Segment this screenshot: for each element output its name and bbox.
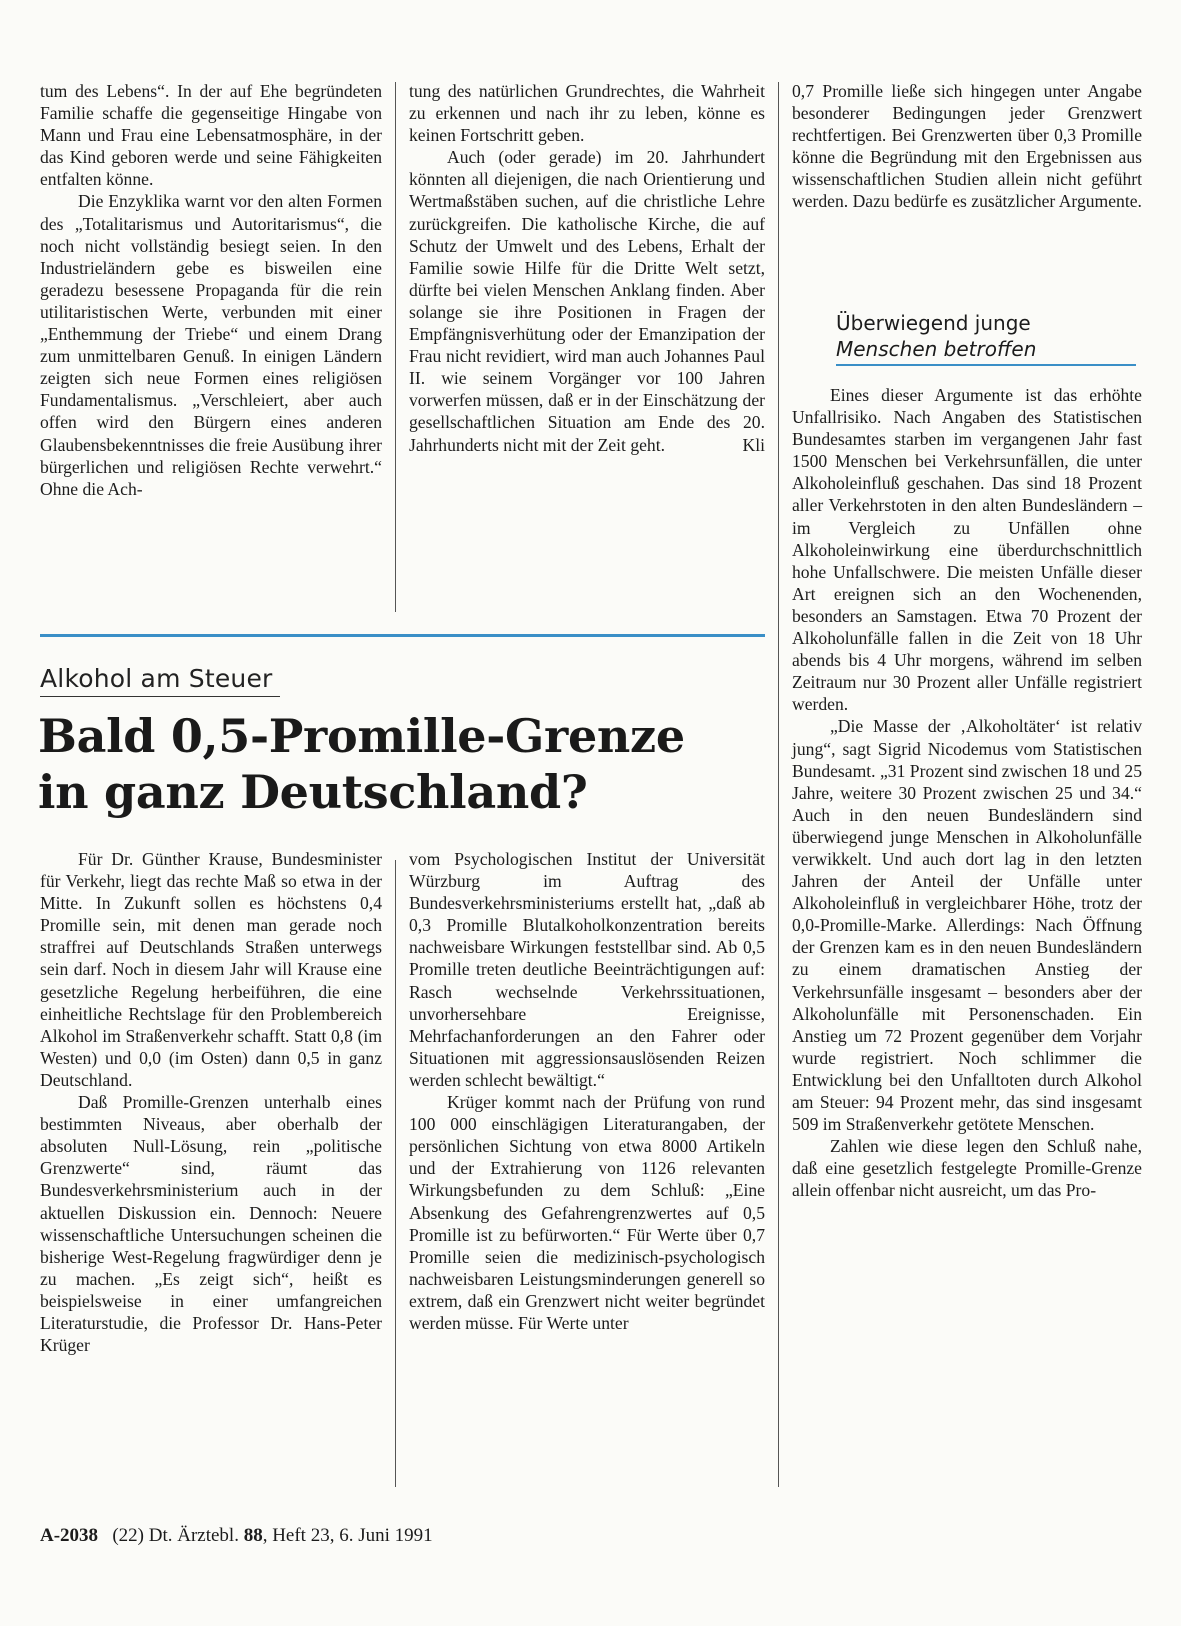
page-code: A-2038 [40, 1525, 99, 1546]
page-number: (22) [112, 1525, 144, 1546]
column-2-top [409, 80, 765, 456]
column-rule [395, 860, 396, 1487]
column-2-bottom [409, 848, 765, 1334]
journal-issue: , Heft 23, 6. Juni 1991 [262, 1525, 433, 1546]
subheading [836, 310, 1136, 362]
headline-line-1: Bald 0,5-Promille-Grenze [38, 709, 685, 763]
paragraph: Krüger kommt nach der Prüfung von rund 100 000 einschlägigen Literaturangaben, der persönlichen Sichtung von etwa 8000 Artikeln und der Extrahierung von 1126 relevanten Wirkungsbefunden zu dem Schluß: „Eine Absenkung des Gefahrengrenzwertes auf 0,5 Promille ist zu befürworten.“ Für Werte über 0,7 Promille seien die medizinisch-psychologisch nachweisbaren Leistungsminderungen generell so extrem, daß ein Grenzwert nicht weiter begründet werden müsse. Für Werte unter [409, 1092, 765, 1333]
column-1-top [40, 80, 382, 500]
paragraph: Auch (oder gerade) im 20. Jahrhundert könnten all diejenigen, die nach Orientierung und Wertmaßstäben suchen, auf die christliche Lehre zurückgreifen. Die katholische Kirche, die auf Schutz der Umwelt und des Lebens, Erhalt der Familie sowie Hilfe für die Dritte Welt setzt, dürfte bei vielen Menschen Anklang finden. Aber solange sie ihre Positionen in Fragen der Empfängnisverhütung oder der Emanzipation der Frau nicht revidiert, wird man auch Johannes Paul II. wie seinem Vorgänger vor 100 Jahren vorwerfen müssen, daß er in der Einschätzung der gesellschaftlichen Situation am Ende des 20. Jahrhunderts nicht mit der Zeit geht. Kli [409, 147, 765, 455]
paragraph: 0,7 Promille ließe sich hingegen unter Angabe besonderer Bedingungen jeder Grenzwert rechtfertigen. Bei Grenzwerten über 0,3 Promille könne die Begründung mit den Ergebnissen aus wissenschaftlichen Studien allein nicht geführt werden. Dazu bedürfe es zusätzlicher Argumente. [792, 81, 1142, 212]
paragraph: tum des Lebens“. In der auf Ehe begründeten Familie schaffe die gegenseitige Hingabe von Mann und Frau eine Lebensatmosphäre, in der das Kind geboren werde und seine Fähigkeiten entfalten könne. [40, 81, 382, 190]
article-kicker: Alkohol am Steuer [40, 664, 273, 693]
paragraph: Die Enzyklika warnt vor den alten Formen des „Totalitarismus und Autoritarismus“, die noch nicht vollständig besiegt seien. In den Industrieländern gebe es bisweilen eine geradezu besessene Propaganda für die rein utilitaristischen Werte, verbunden mit einer „Enthemmung der Triebe“ und einem Drang zum unmittelbaren Genuß. In einigen Ländern zeigten sich neue Formen eines religiösen Fundamentalismus. „Verschleiert, aber auch offen wird den Bürgern eines anderen Glaubensbekenntnisses die freie Ausübung ihrer bürgerlichen und religiösen Rechte verwehrt.“ Ohne die Ach- [40, 191, 382, 499]
column-rule [395, 82, 396, 612]
kicker-underline [40, 696, 280, 697]
column-1-bottom [40, 848, 382, 1356]
headline-line-2: in ganz Deutschland? [38, 765, 588, 819]
article-headline [38, 708, 778, 820]
paragraph: „Die Masse der ‚Alkoholtäter‘ ist relativ jung“, sagt Sigrid Nicodemus vom Statistischen Bundesamt. „31 Prozent sind zwischen 18 und 25 Jahre, weitere 30 Prozent zwischen 25 und 34.“ Auch in den neuen Bundesländern sind überwiegend junge Menschen in Alkoholunfälle verwikkelt. Und auch dort lag in den letzten Jahren der Anteil der Unfälle unter Alkoholeinfluß in vergleichbarer Höhe, trotz der 0,0-Promille-Marke. Allerdings: Nach Öffnung der Grenzen kam es in den neuen Bundesländern zu einem dramatischen Anstieg der Verkehrsunfälle insgesamt – besonders aber der Alkoholunfälle mit Personenschaden. Ein Anstieg um 72 Prozent gegenüber dem Vorjahr wurde registriert. Noch schlimmer die Entwicklung bei den Unfalltoten durch Alkohol am Steuer: 94 Prozent mehr, das sind insgesamt 509 im Straßenverkehr getötete Menschen. [792, 716, 1142, 1135]
paragraph: Zahlen wie diese legen den Schluß nahe, daß eine gesetzlich festgelegte Promille-Grenze allein offenbar nicht ausreicht, um das Pro- [792, 1136, 1142, 1201]
journal-name: Dt. Ärztebl. [148, 1525, 239, 1546]
paragraph: vom Psychologischen Institut der Universität Würzburg im Auftrag des Bundesverkehrsministeriums erstellt hat, „daß ab 0,3 Promille Blutalkoholkonzentration bereits nachweisbare Wirkungen feststellbar sind. Ab 0,5 Promille treten deutliche Beeinträchtigungen auf: Rasch wechselnde Verkehrssituationen, unvorhersehbare Ereignisse, Mehrfachanforderungen an den Fahrer oder Situationen mit aggressionsauslösenden Reizen werden schlecht bewältigt.“ [409, 849, 765, 1090]
column-3-top [792, 80, 1142, 213]
subheading-underline [836, 364, 1136, 366]
paragraph: tung des natürlichen Grundrechtes, die Wahrheit zu erkennen und nach ihr zu leben, könne es keinen Fortschritt geben. [409, 81, 765, 146]
paragraph: Für Dr. Günther Krause, Bundesminister für Verkehr, liegt das rechte Maß so etwa in der Mitte. In Zukunft sollen es höchstens 0,4 Promille sein, mit denen man gerade noch straffrei auf Deutschlands Straßen unterwegs sein darf. Noch in diesem Jahr will Krause eine gesetzliche Regelung herbeiführen, die eine einheitliche Rechtslage für den Problembereich Alkohol im Straßenverkehr schafft. Statt 0,8 (im Westen) und 0,0 (im Osten) dann 0,5 in ganz Deutschland. [40, 849, 382, 1090]
paragraph: Daß Promille-Grenzen unterhalb eines bestimmten Niveaus, aber oberhalb der absoluten Null-Lösung, rein „politische Grenzwerte“ sind, räumt das Bundesverkehrsministerium auch in der aktuellen Diskussion ein. Dennoch: Neuere wissenschaftliche Untersuchungen scheinen die bisherige West-Regelung fragwürdiger denn je zu machen. „Es zeigt sich“, heißt es beispielsweise in einer umfangreichen Literaturstudie, die Professor Dr. Hans-Peter Krüger [40, 1092, 382, 1356]
column-3-body [792, 384, 1142, 1201]
paragraph: Eines dieser Argumente ist das erhöhte Unfallrisiko. Nach Angaben des Statistischen Bundesamtes starben im vergangenen Jahr fast 1500 Menschen bei Verkehrsunfällen, die unter Alkoholeinfluß geschahen. Das sind 18 Prozent aller Verkehrstoten in den alten Bundesländern – im Vergleich zu Unfällen ohne Alkoholeinwirkung eine überdurchschnittlich hohe Unfallschwere. Die meisten Unfälle dieser Art ereignen sich an den Wochenenden, besonders an Samstagen. Etwa 70 Prozent der Alkoholunfälle fallen in die Zeit von 18 Uhr abends bis 4 Uhr morgens, während im selben Zeitraum nur 30 Prozent aller Unfälle registriert werden. [792, 385, 1142, 715]
subheading-line-1: Überwiegend junge [836, 311, 1031, 335]
page-footer [40, 1525, 433, 1547]
journal-volume: 88 [243, 1525, 263, 1546]
column-rule [778, 82, 779, 1487]
author-signature: Kli [742, 434, 765, 455]
article-separator [40, 634, 765, 637]
subheading-line-2: Menschen betroffen [836, 337, 1037, 361]
